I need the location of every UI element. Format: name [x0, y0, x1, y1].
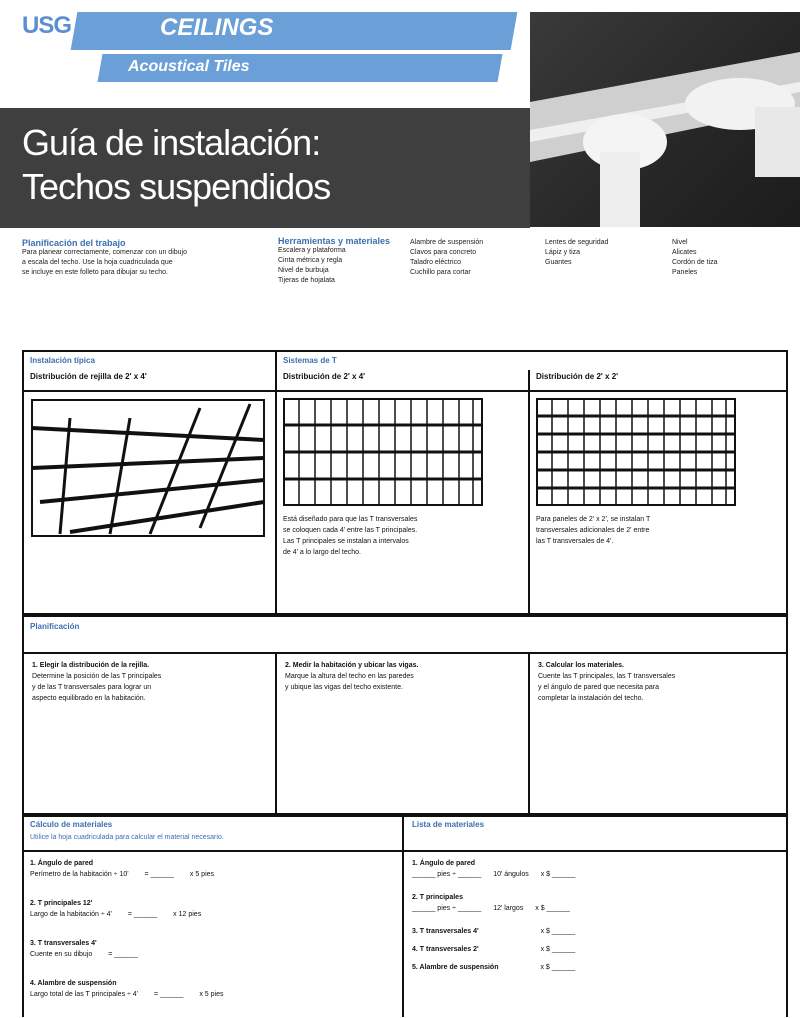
- mid-item: Taladro eléctrico: [410, 259, 461, 266]
- calc-row-qty: x 12 pies: [173, 911, 202, 918]
- calc-row-label: 3. T transversales 4': [30, 940, 97, 947]
- divider: [528, 652, 530, 815]
- calc-row-label: 4. T transversales 2': [412, 946, 479, 953]
- far-item: Paneles: [672, 269, 698, 276]
- calc-left-heading: Cálculo de materiales: [30, 820, 113, 829]
- tools-item: Nivel de burbuja: [278, 267, 329, 274]
- planning-heading: Planificación del trabajo: [22, 238, 126, 248]
- calc-row-unit: = ______: [108, 951, 138, 958]
- calc-right-row: [412, 858, 782, 892]
- tools-item: Tijeras de hojalata: [278, 277, 335, 284]
- calc-row-label: 1. Ángulo de pared: [30, 860, 94, 867]
- divider: [275, 652, 277, 815]
- hands-grid-illustration: [530, 12, 800, 227]
- step2-line: Marque la altura del techo en las paredes: [285, 673, 414, 680]
- step1-line: aspecto equilibrado en la habitación.: [32, 695, 146, 702]
- calc-right-list: [412, 858, 782, 980]
- step3: [538, 660, 778, 704]
- calc-row-label: 2. T principales 12': [30, 900, 93, 907]
- mid-list: [410, 238, 540, 278]
- calc-row-label: 2. T principales: [412, 894, 463, 901]
- divider: [528, 370, 530, 615]
- layout-col2-sub: Distribución de 2' x 4': [283, 372, 366, 381]
- calc-row-label: 3. T transversales 4': [412, 928, 479, 935]
- divider: [22, 390, 788, 392]
- calc-row-unit: = ______: [144, 871, 174, 878]
- calc-left-sub: Utilice la hoja cuadriculada para calcular el material necesario.: [30, 834, 224, 841]
- calc-row-qty: x 5 pies: [199, 991, 224, 998]
- tools-item: Cinta métrica y regla: [278, 257, 343, 264]
- calc-row-sub: ______ pies ÷ ______: [412, 905, 482, 912]
- calc-left-row: [30, 898, 395, 938]
- step2: [285, 660, 520, 693]
- mid-item: Alambre de suspensión: [410, 239, 484, 246]
- col3-description: [536, 514, 776, 547]
- col2-text-line: Está diseñado para que las T transversales: [283, 516, 418, 523]
- planning-text-1: Para planear correctamente, comenzar con un dibujo: [22, 249, 187, 256]
- page-title-line1: Guía de instalación:: [22, 122, 321, 163]
- title-band: [71, 12, 518, 50]
- mid-item: Clavos para concreto: [410, 249, 477, 256]
- layout-col3-sub: Distribución de 2' x 2': [536, 372, 619, 381]
- planning-box: [22, 615, 788, 815]
- step2-title: 2. Medir la habitación y ubicar las vigas.: [285, 662, 419, 669]
- tools-heading: Herramientas y materiales: [278, 236, 391, 246]
- page-title-line2: Techos suspendidos: [22, 166, 331, 207]
- perspective-grid-diagram: [30, 398, 266, 538]
- usg-logo: USG: [22, 12, 72, 39]
- calc-row-sub: Perímetro de la habitación ÷ 10': [30, 871, 129, 878]
- step3-line: Cuente las T principales, las T transversales: [538, 673, 676, 680]
- col3-text-line: transversales adicionales de 2' entre: [536, 527, 650, 534]
- calc-row-qty: x $ ______: [540, 964, 576, 971]
- calc-right-row: [412, 892, 782, 926]
- tools-item: Escalera y plataforma: [278, 247, 346, 254]
- step3-line: completar la instalación del techo.: [538, 695, 644, 702]
- installation-photo: [530, 12, 800, 227]
- calc-row-label: 5. Alambre de suspensión: [412, 964, 499, 971]
- calc-row-sub: Cuente en su dibujo: [30, 951, 93, 958]
- right-item: Lápiz y tiza: [545, 249, 581, 256]
- calc-row-qty: x $ ______: [540, 946, 576, 953]
- divider: [22, 850, 788, 852]
- layout-col1-sub: Distribución de rejilla de 2' x 4': [30, 372, 147, 381]
- planning-text-3: se incluye en este folleto para dibujar su techo.: [22, 269, 168, 276]
- col3-text-line: Para paneles de 2' x 2', se instalan T: [536, 516, 651, 523]
- grid-2x2-diagram: [536, 398, 736, 506]
- band-title: CEILINGS: [160, 14, 274, 41]
- calc-row-sub: Largo de la habitación ÷ 4': [30, 911, 112, 918]
- calc-row-qty: x 5 pies: [189, 871, 215, 878]
- calc-row-qty: x $ ______: [535, 905, 570, 912]
- calc-row-unit: 12' largos: [493, 905, 524, 912]
- calc-row-label: 1. Ángulo de pared: [412, 860, 476, 867]
- calc-left-row: [30, 858, 395, 898]
- divider: [402, 815, 404, 1017]
- divider: [22, 652, 788, 654]
- calc-left-row: [30, 938, 395, 978]
- step1-line: Determine la posición de las T principales: [32, 673, 162, 680]
- planning-text-2: a escala del techo. Use la hoja cuadriculada que: [22, 259, 173, 266]
- tools-intro: [278, 236, 408, 286]
- calc-right-row: [412, 926, 782, 944]
- step3-line: y el ángulo de pared que necesita para: [538, 684, 660, 691]
- col2-text-line: se coloquen cada 4' entre las T principales.: [283, 527, 418, 534]
- planning-intro: [22, 238, 262, 278]
- layout-col1-heading: Instalación típica: [30, 356, 95, 365]
- col2-text-line: de 4' a lo largo del techo.: [283, 549, 362, 556]
- right-list: [545, 238, 665, 268]
- step3-title: 3. Calcular los materiales.: [538, 662, 624, 669]
- step1-title: 1. Elegir la distribución de la rejilla.: [32, 662, 150, 669]
- layout-col2-heading: Sistemas de T: [283, 356, 337, 365]
- calc-row-sub: ______ pies ÷ ______: [412, 871, 482, 878]
- grid-2x4-diagram: [283, 398, 483, 506]
- far-item: Alicates: [672, 249, 697, 256]
- col2-description: [283, 514, 518, 558]
- calc-right-row: [412, 962, 782, 980]
- right-item: Lentes de seguridad: [545, 239, 609, 246]
- calc-right-row: [412, 944, 782, 962]
- calc-right-heading: Lista de materiales: [412, 820, 485, 829]
- calc-row-qty: x $ ______: [540, 871, 576, 878]
- calc-row-unit: 10' ángulos: [493, 871, 529, 878]
- calc-left-list: [30, 858, 395, 1018]
- right-item: Guantes: [545, 259, 572, 266]
- mid-item: Cuchillo para cortar: [410, 269, 471, 276]
- step1: [32, 660, 267, 704]
- col2-text-line: Las T principales se instalan a intervalos: [283, 538, 409, 545]
- band-subtitle: Acoustical Tiles: [128, 58, 250, 75]
- far-item: Cordón de tiza: [672, 259, 718, 266]
- calc-row-sub: Largo total de las T principales ÷ 4': [30, 991, 139, 998]
- calc-row-qty: x $ ______: [540, 928, 576, 935]
- step2-line: y ubique las vigas del techo existente.: [285, 684, 403, 691]
- far-list: [672, 238, 792, 278]
- calc-row-label: 4. Alambre de suspensión: [30, 980, 117, 987]
- planning-section-heading: Planificación: [30, 622, 80, 631]
- calc-row-unit: = ______: [127, 911, 158, 918]
- calc-left-row: [30, 978, 395, 1018]
- calc-row-unit: = ______: [154, 991, 184, 998]
- far-item: Nivel: [672, 239, 688, 246]
- step1-line: y de las T transversales para lograr un: [32, 684, 152, 691]
- divider: [275, 350, 277, 615]
- col3-text-line: las T transversales de 4'.: [536, 538, 614, 545]
